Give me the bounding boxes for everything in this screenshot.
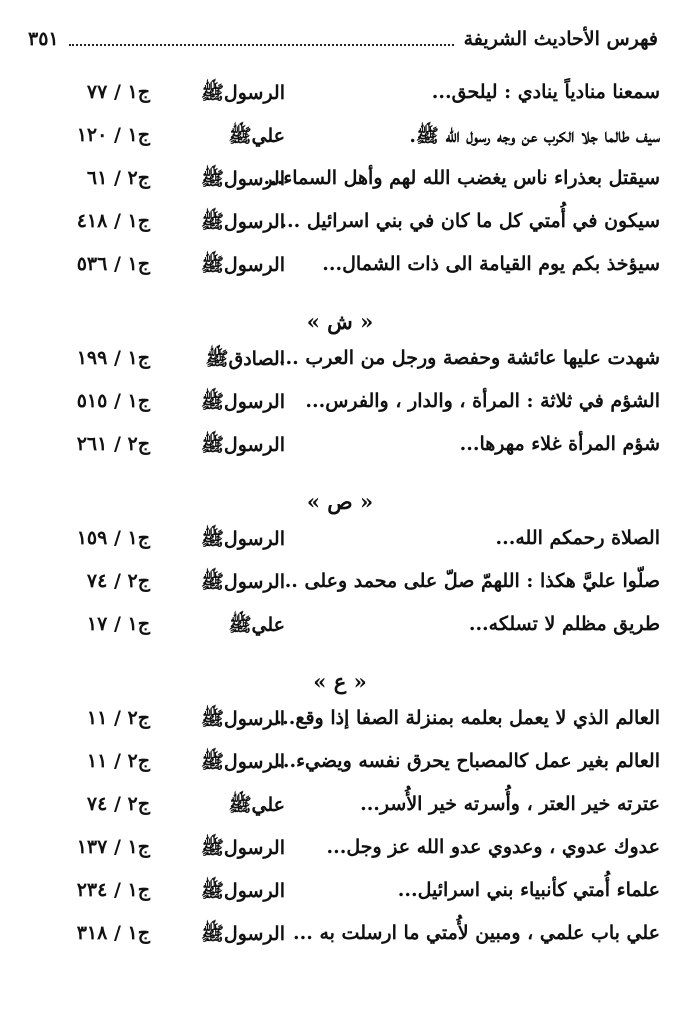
narrator: الرسولﷺ xyxy=(200,82,285,104)
hadith-text: شهدت عليها عائشة وحفصة ورجل من العرب ... xyxy=(278,347,660,369)
page-number: ٣٥١ xyxy=(28,28,59,50)
section-letter: « ع » xyxy=(313,669,367,694)
volume-page-ref: ج١ / ١٧ xyxy=(86,613,150,635)
hadith-text: سمعنا منادياً ينادي : ليلحق... xyxy=(431,81,660,103)
hadith-text: علي باب علمي ، ومبين لأُمتي ما ارسلت به ... xyxy=(292,922,660,944)
hadith-text: الشؤم في ثلاثة : المرأة ، والدار ، والفرس... xyxy=(305,390,660,412)
hadith-text: عدوك عدوي ، وعدوي عدو الله عز وجل... xyxy=(326,836,660,858)
index-entry xyxy=(20,607,660,647)
volume-page-ref: ج٢ / ١١ xyxy=(86,707,150,729)
volume-page-ref: ج١ / ١٥٩ xyxy=(76,527,150,549)
page-header xyxy=(28,22,658,56)
index-entry xyxy=(20,161,660,201)
narrator: الرسولﷺ xyxy=(200,751,285,773)
hadith-text: الصلاة رحمكم الله... xyxy=(495,527,660,549)
narrator: الرسولﷺ xyxy=(200,168,285,190)
section-heading xyxy=(20,485,660,525)
volume-page-ref: ج١ / ٢٣٤ xyxy=(76,879,150,901)
narrator: الصادقﷺ xyxy=(205,348,285,370)
header-title: فهرس الأحاديث الشريفة xyxy=(463,28,658,50)
header-dot-leader xyxy=(69,44,454,46)
hadith-text: سيكون في أُمتي كل ما كان في بني اسرائيل ... xyxy=(280,210,660,232)
index-entry xyxy=(20,75,660,115)
hadith-text: علماء أُمتي كأنبياء بني اسرائيل... xyxy=(397,879,660,901)
volume-page-ref: ج١ / ٧٧ xyxy=(86,81,150,103)
narrator: الرسولﷺ xyxy=(200,571,285,593)
narrator: الرسولﷺ xyxy=(200,528,285,550)
volume-page-ref: ج١ / ٣١٨ xyxy=(76,922,150,944)
hadith-text: سيف طالما جلا الكرب عن وجه رسول الله ﷺ. xyxy=(409,125,660,147)
hadith-text: سيقتل بعذراء ناس يغضب الله لهم وأهل السماء... xyxy=(263,167,660,189)
hadith-text: شؤم المرأة غلاء مهرها... xyxy=(459,433,660,455)
index-entry xyxy=(20,916,660,956)
index-entry xyxy=(20,384,660,424)
volume-page-ref: ج١ / ٥١٥ xyxy=(76,390,150,412)
narrator: الرسولﷺ xyxy=(200,923,285,945)
index-entry xyxy=(20,118,660,158)
volume-page-ref: ج٢ / ٧٤ xyxy=(86,570,150,592)
narrator: الرسولﷺ xyxy=(200,880,285,902)
index-entry xyxy=(20,701,660,741)
narrator: الرسولﷺ xyxy=(200,434,285,456)
index-entry xyxy=(20,521,660,561)
index-entry xyxy=(20,564,660,604)
volume-page-ref: ج١ / ١٩٩ xyxy=(76,347,150,369)
hadith-text: العالم الذي لا يعمل بعلمه بمنزلة الصفا إذا وقع... xyxy=(275,707,660,729)
index-entry xyxy=(20,247,660,287)
hadith-text: عترته خير العتر ، وأُسرته خير الأُسر... xyxy=(360,793,660,815)
index-entry xyxy=(20,204,660,244)
narrator: الرسولﷺ xyxy=(200,254,285,276)
hadith-text: سيؤخذ بكم يوم القيامة الى ذات الشمال... xyxy=(322,253,660,275)
narrator: الرسولﷺ xyxy=(200,391,285,413)
narrator: عليﷺ xyxy=(228,794,285,816)
index-entry xyxy=(20,787,660,827)
hadith-text: طريق مظلم لا تسلكه... xyxy=(468,613,660,635)
volume-page-ref: ج١ / ١٣٧ xyxy=(76,836,150,858)
volume-page-ref: ج١ / ٤١٨ xyxy=(76,210,150,232)
volume-page-ref: ج٢ / ٢٦١ xyxy=(76,433,150,455)
index-entry xyxy=(20,427,660,467)
index-entry xyxy=(20,341,660,381)
narrator: عليﷺ xyxy=(228,125,285,147)
section-heading xyxy=(20,305,660,345)
narrator: الرسولﷺ xyxy=(200,837,285,859)
section-letter: « ش » xyxy=(306,309,374,334)
section-letter: « ص » xyxy=(306,489,374,514)
hadith-text: العالم بغير عمل كالمصباح يحرق نفسه ويضيء... xyxy=(276,750,660,772)
narrator: الرسولﷺ xyxy=(200,211,285,233)
volume-page-ref: ج٢ / ٧٤ xyxy=(86,793,150,815)
index-entry xyxy=(20,873,660,913)
volume-page-ref: ج١ / ١٢٠ xyxy=(76,124,150,146)
hadith-text: صلّوا عليَّ هكذا : اللهمّ صلّ على محمد وعلى .. xyxy=(284,570,660,592)
volume-page-ref: ج٢ / ١١ xyxy=(86,750,150,772)
volume-page-ref: ج٢ / ٦١ xyxy=(86,167,150,189)
narrator: عليﷺ xyxy=(228,614,285,636)
narrator: الرسولﷺ xyxy=(200,708,285,730)
volume-page-ref: ج١ / ٥٣٦ xyxy=(76,253,150,275)
section-heading xyxy=(20,665,660,705)
index-entry xyxy=(20,744,660,784)
index-entry xyxy=(20,830,660,870)
